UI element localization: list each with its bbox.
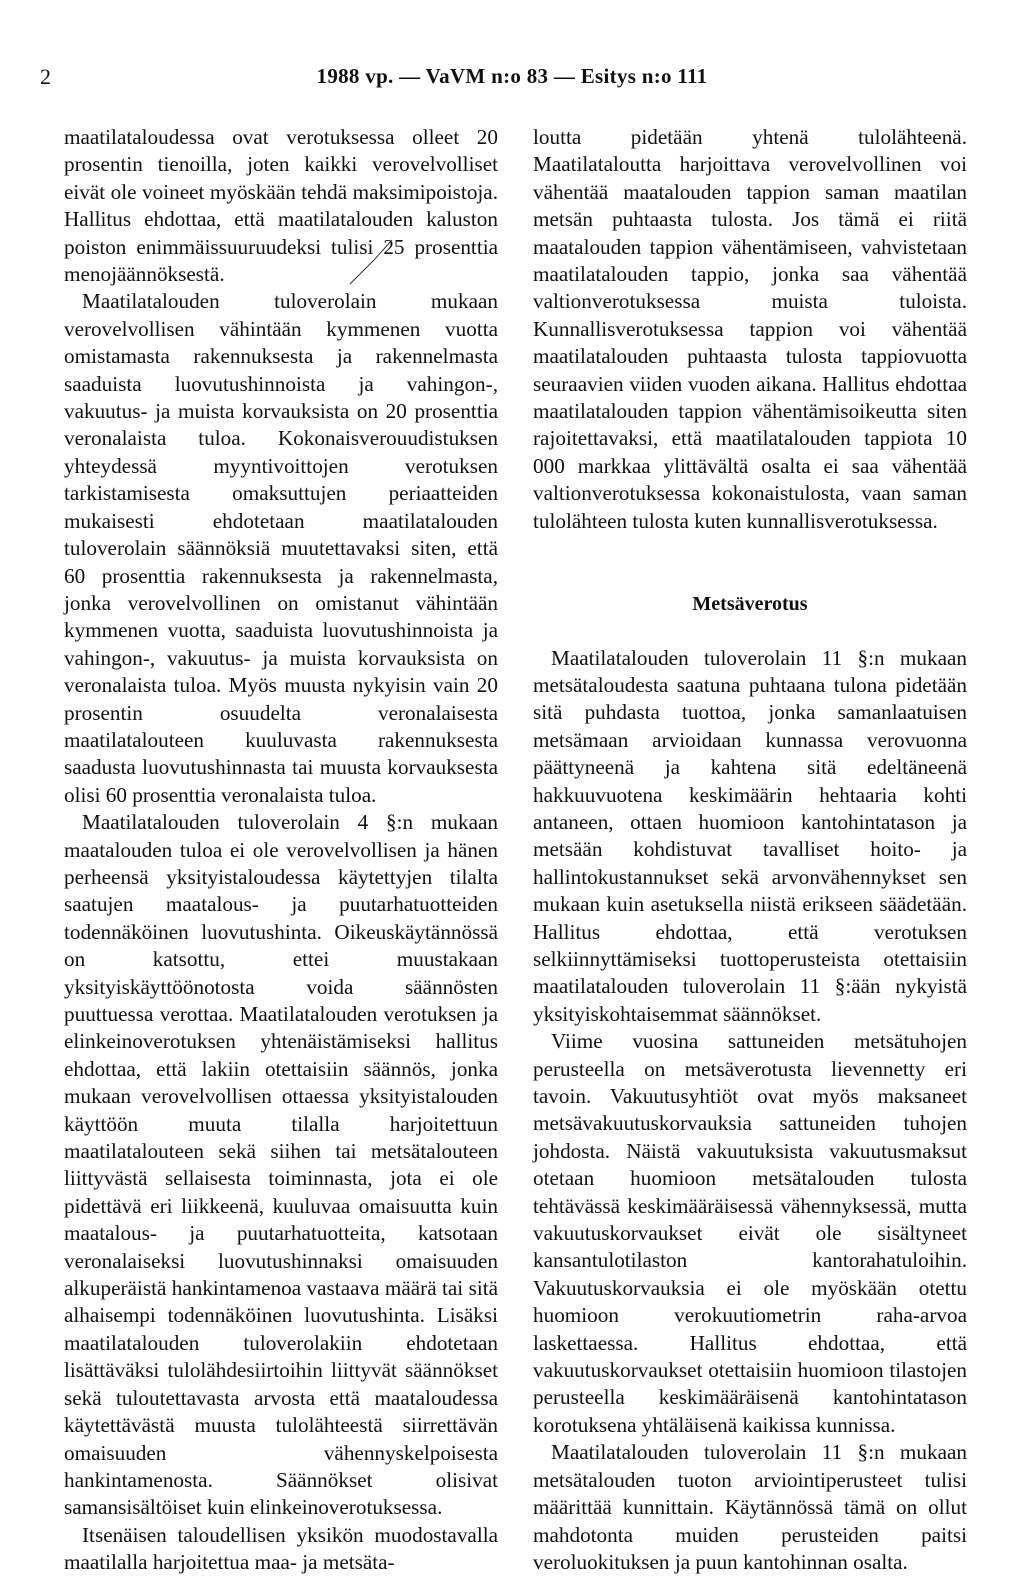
running-header: 1988 vp. — VaVM n:o 83 — Esitys n:o 111 bbox=[316, 64, 708, 88]
right-paragraph-3: Viime vuosina sattuneiden metsätuhojen perusteella on metsäverotusta lievennetty eri tavoin. Vakuutusyhtiöt ovat myös maksaneet metsävakuutuskorvauksia sattuneiden tuhojen johdosta. Näistä vakuutuksista vakuutusmaksut otetaan huomioon metsätalouden tulosta tehtävässä keskimääräisessä vähennyksessä, mutta vakuutuskorvaukset eivät ole sisältyneet kansantulotilaston kantorahatuloihin. Vakuutuskorvauksia ei ole myöskään otettu huomioon verokuutiometrin raha-arvoa laskettaessa. Hallitus ehdottaa, että vakuutuskorvaukset otettaisiin huomioon tilastojen perusteella keskimääräisenä kantohintatason korotuksena yhtäläisenä kaikissa kunnissa. bbox=[533, 1029, 967, 1437]
right-paragraph-1: loutta pidetään yhtenä tulolähteenä. Maatilataloutta harjoittava verovelvollinen voi vähentää maatalouden tappion saman maatilan metsän puhtaasta tulosta. Jos tämä ei riitä maatalouden tappion vähentämiseen, vahvistetaan maatilatalouden tappio, jonka saa vähentää valtionverotuksessa muista tuloista. Kunnallisverotuksessa tappion voi vähentää maatilatalouden puhtaasta tulosta tappiovuotta seuraavien viiden vuoden aikana. Hallitus ehdottaa maatilatalouden tappion vähentämisoikeutta siten rajoitettavaksi, että maatilatalouden tappiota 10 000 markkaa ylittävältä osalta ei saa vähentää valtionverotuksessa kokonaistulosta, vaan saman tulolähteen tulosta kuten kunnallisverotuksessa. bbox=[533, 125, 967, 533]
page-number: 2 bbox=[40, 64, 51, 89]
right-paragraph-4: Maatilatalouden tuloverolain 11 §:n mukaan metsätalouden tuoton arviointiperusteet tulisi määrittää kunnittain. Käytännössä tämä on ollut mahdotonta muiden perusteiden paitsi veroluokituksen ja puun kantohinnan osalta. bbox=[533, 1440, 967, 1574]
right-column bbox=[533, 124, 967, 1576]
left-paragraph-2: Maatilatalouden tuloverolain mukaan verovelvollisen vähintään kymmenen vuotta omistamasta rakennuksesta ja rakennelmasta saaduista luovutushinnoista ja vahingon-, vakuutus- ja muista korvauksista on 20 prosenttia veronalaista tuloa. Kokonaisverouudistuksen yhteydessä myyntivoittojen verotuksen tarkistamisesta omaksuttujen periaatteiden mukaisesti ehdotetaan maatilatalouden tuloverolain säännöksiä muutettavaksi siten, että 60 prosenttia rakennuksesta ja rakennelmasta, jonka verovelvollinen on omistanut vähintään kymmenen vuotta, saaduista luovutushinnoista ja vahingon-, vakuutus- ja muista korvauksista on veronalaista tuloa. Myös muusta nykyisin vain 20 prosentin osuudelta veronalaisesta maatilatalouteen kuuluvasta rakennuksesta saadusta luovutushinnasta tai muusta korvauksesta olisi 60 prosenttia veronalaista tuloa. bbox=[64, 289, 498, 807]
left-paragraph-1: maatilataloudessa ovat verotuksessa olleet 20 prosentin tienoilla, joten kaikki verovelvolliset eivät ole voineet myöskään tehdä maksimipoistoja. Hallitus ehdottaa, että maatilatalouden kaluston poiston enimmäissuuruudeksi tulisi 25 prosenttia menojäännöksestä. bbox=[64, 125, 498, 287]
right-paragraph-2: Maatilatalouden tuloverolain 11 §:n mukaan metsätaloudesta saatuna puhtaana tulona pidetään sitä puhdasta tuottoa, jonka samanlaatuisen metsämaan arvioidaan kunnassa verovuonna päättyneenä ja kahtena sitä edeltäneenä hakkuuvuotena keskimäärin hehtaaria kohti antaneen, ottaen huomioon kantohintatason ja metsään kohdistuvat tavalliset hoito- ja hallintokustannukset sekä arvonvähennykset sen mukaan kuin asetuksella niistä erikseen säädetään. Hallitus ehdottaa, että verotuksen selkiinnyttämiseksi tuottoperusteista otettaisiin maatilatalouden tuloverolain 11 §:ään nykyistä yksityiskohtaisemmat säännökset. bbox=[533, 645, 967, 1026]
left-paragraph-3: Maatilatalouden tuloverolain 4 §:n mukaan maatalouden tuloa ei ole verovelvollisen ja hänen perheensä yksityistaloudessa käytettyjen tilalta saatujen maatalous- ja puutarhatuotteiden todennäköinen luovutushinta. Oikeuskäytännössä on katsottu, ettei muustakaan yksityiskäyttöönotosta voida säännösten puuttuessa verottaa. Maatilatalouden verotuksen ja elinkeinoverotuksen yhtenäistämiseksi hallitus ehdottaa, että lakiin otettaisiin säännös, jonka mukaan verovelvollisen ottaessa yksityistalouden käyttöön muuta tilalla harjoitettuun maatilatalouteen sekä siihen tai metsätalouteen liittyvästä sellaisesta toiminnasta, jota ei ole pidettävä eri liikkeenä, kuuluvaa omaisuutta kuin maatalous- ja puutarhatuotteita, katsotaan veronalaiseksi luovutushinnaksi omaisuuden alkuperäistä hankintamenoa vastaava määrä tai sitä alhaisempi todennäköinen luovutushinta. Lisäksi maatilatalouden tuloverolakiin ehdotetaan lisättäväksi tulolähdesiirtoihin liittyvät säännökset sekä tuloutettavasta arvosta että maataloudessa käytettävästä muusta tulolähteestä siirrettävän omaisuuden vähennyskelpoisesta hankintamenosta. Säännökset olisivat samansisältöiset kuin elinkeinoverotuksessa. bbox=[64, 810, 498, 1520]
left-column bbox=[64, 124, 498, 1577]
section-heading-metsaverotus: Metsäverotus bbox=[692, 593, 808, 616]
left-paragraph-4: Itsenäisen taloudellisen yksikön muodostavalla maatilalla harjoitettua maa- ja metsäta- bbox=[64, 1522, 498, 1575]
